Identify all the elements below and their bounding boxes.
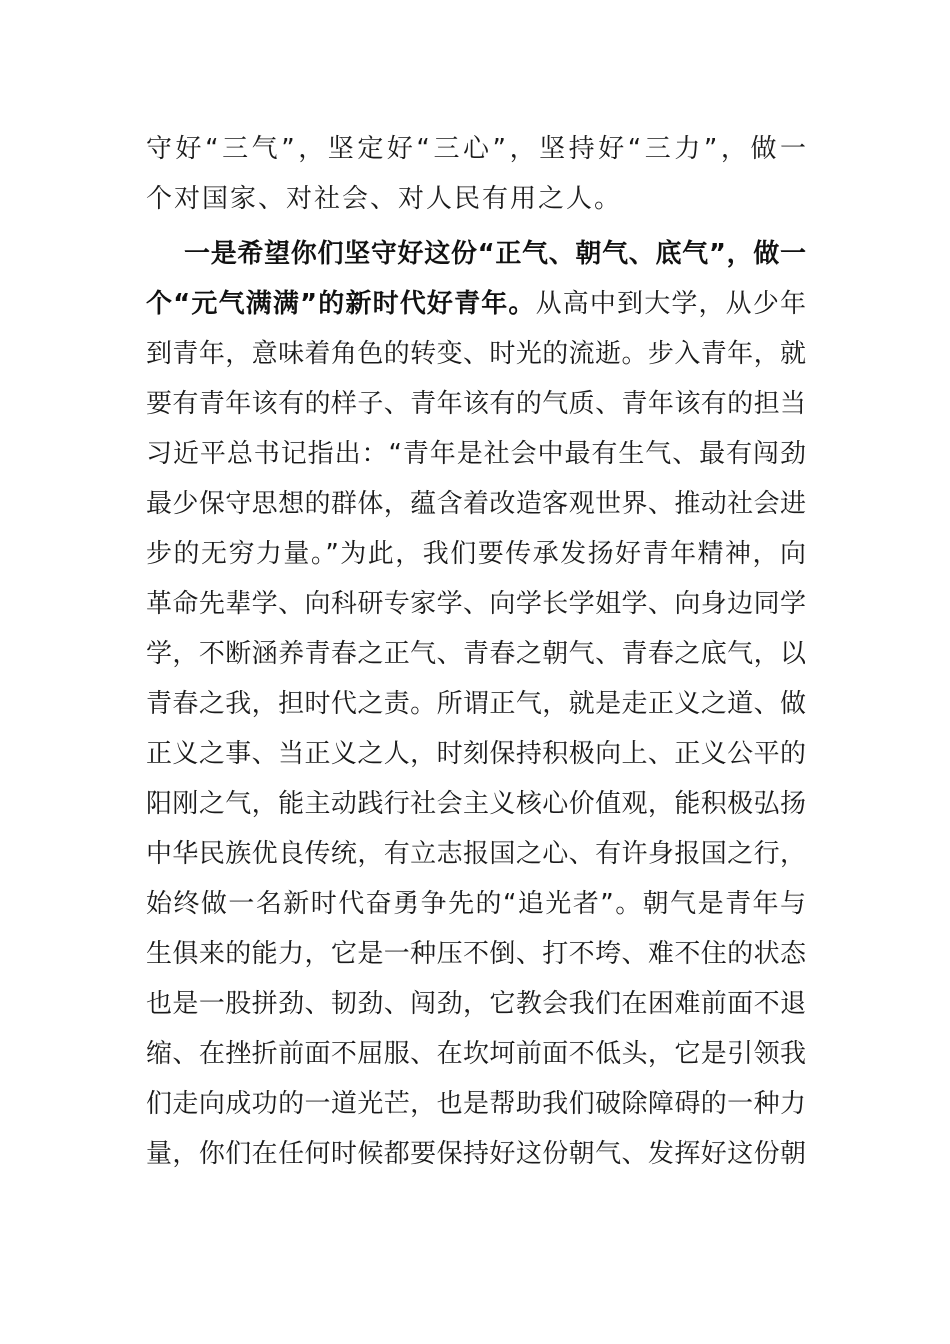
line-text: 学，不断涵养青春之正气、青春之朝气、青春之底气，以 [146,639,806,669]
line-text: 步的无穷力量。”为此，我们要传承发扬好青年精神，向 [146,539,806,569]
line-text: 要有青年该有的样子、青年该有的气质、青年该有的担当 [146,389,806,419]
text-line [146,987,806,1021]
text-line [146,1087,806,1121]
text-line [146,887,806,921]
text-line [146,937,806,971]
text-line [146,387,806,421]
text-line [146,787,806,821]
line-text: 革命先辈学、向科研专家学、向学长学姐学、向身边同学 [146,589,806,619]
text-line [146,182,806,216]
text-line [146,1037,806,1071]
line-text: 青春之我，担时代之责。所谓正气，就是走正义之道、做 [146,689,806,719]
line-text: 正义之事、当正义之人，时刻保持积极向上、正义公平的 [146,739,806,769]
line-text: 阳刚之气，能主动践行社会主义核心价值观，能积极弘扬 [146,789,806,819]
text-line [146,337,806,371]
line-text: 缩、在挫折前面不屈服、在坎坷前面不低头，它是引领我 [146,1039,806,1069]
line-text: 守好“三气”，坚定好“三心”，坚持好“三力”，做一 [146,134,806,164]
text-line [146,737,806,771]
text-line [146,132,806,166]
bold-lead-text: 个“元气满满”的新时代好青年。 [146,289,536,319]
line-text: 中华民族优良传统，有立志报国之心、有许身报国之行， [146,839,806,869]
text-line [146,687,806,721]
paragraph-heading-line [184,237,806,271]
line-text: 也是一股拼劲、韧劲、闯劲，它教会我们在困难前面不退 [146,989,806,1019]
text-line [146,437,806,471]
text-line [146,537,806,571]
line-text: 生俱来的能力，它是一种压不倒、打不垮、难不住的状态 [146,939,806,969]
line-text: 到青年，意味着角色的转变、时光的流逝。步入青年，就 [146,339,806,369]
line-text: 最少保守思想的群体，蕴含着改造客观世界、推动社会进 [146,489,806,519]
line-text: 们走向成功的一道光芒，也是帮助我们破除障碍的一种力 [146,1089,806,1119]
text-line [146,637,806,671]
paragraph-heading-line [146,287,806,321]
line-text: 始终做一名新时代奋勇争先的“追光者”。朝气是青年与 [146,889,806,919]
text-line [146,587,806,621]
bold-lead-text: 一是希望你们坚守好这份“正气、朝气、底气”，做一 [184,239,806,269]
text-line [146,1137,806,1171]
text-line [146,487,806,521]
line-text: 从高中到大学，从少年 [535,289,806,319]
line-text: 量，你们在任何时候都要保持好这份朝气、发挥好这份朝 [146,1139,806,1169]
line-text: 个对国家、对社会、对人民有用之人。 [146,184,623,214]
text-line [146,837,806,871]
line-text: 习近平总书记指出：“青年是社会中最有生气、最有闯劲 [146,439,806,469]
